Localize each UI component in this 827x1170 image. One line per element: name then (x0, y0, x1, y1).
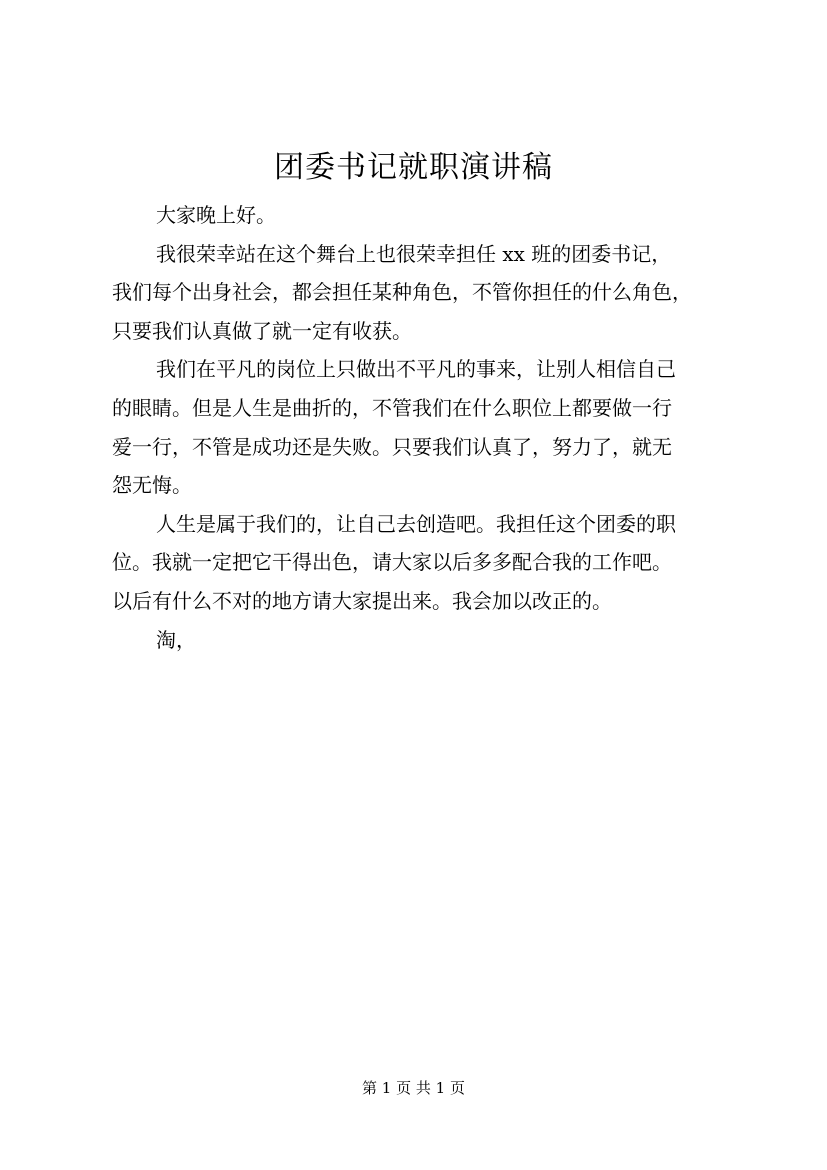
paragraph-line: 怨无悔。 (112, 473, 192, 498)
paragraph-line: 我们在平凡的岗位上只做出不平凡的事来，让别人相信自己 (156, 357, 676, 382)
paragraph-line: 位。我就一定把它干得出色，请大家以后多多配合我的工作吧。 (112, 550, 672, 575)
paragraph-line: 淘， (156, 627, 196, 652)
paragraph-introduction (112, 235, 740, 351)
paragraph-line: 只要我们认真做了就一定有收获。 (112, 318, 412, 343)
paragraph-line: 爱一行，不管是成功还是失败。只要我们认真了，努力了，就无 (112, 434, 672, 459)
paragraph-greeting (112, 196, 740, 235)
paragraph-line: 的眼睛。但是人生是曲折的，不管我们在什么职位上都要做一行 (112, 395, 672, 420)
paragraph-commitment (112, 505, 740, 621)
page-number-footer: 第 1 页 共 1 页 (362, 1079, 465, 1097)
paragraph-line: 人生是属于我们的，让自己去创造吧。我担任这个团委的职 (156, 511, 676, 536)
document-title: 团委书记就职演讲稿 (274, 150, 553, 185)
paragraph-line: 我很荣幸站在这个舞台上也很荣幸担任 xx 班的团委书记， (156, 241, 672, 266)
paragraph-attitude (112, 350, 740, 504)
paragraph-line: 我们每个出身社会，都会担任某种角色，不管你担任的什么角色， (112, 280, 692, 305)
paragraph-closing (112, 621, 740, 660)
document-body (112, 196, 740, 659)
paragraph-line: 以后有什么不对的地方请大家提出来。我会加以改正的。 (112, 588, 612, 613)
paragraph-line: 大家晚上好。 (156, 203, 276, 227)
